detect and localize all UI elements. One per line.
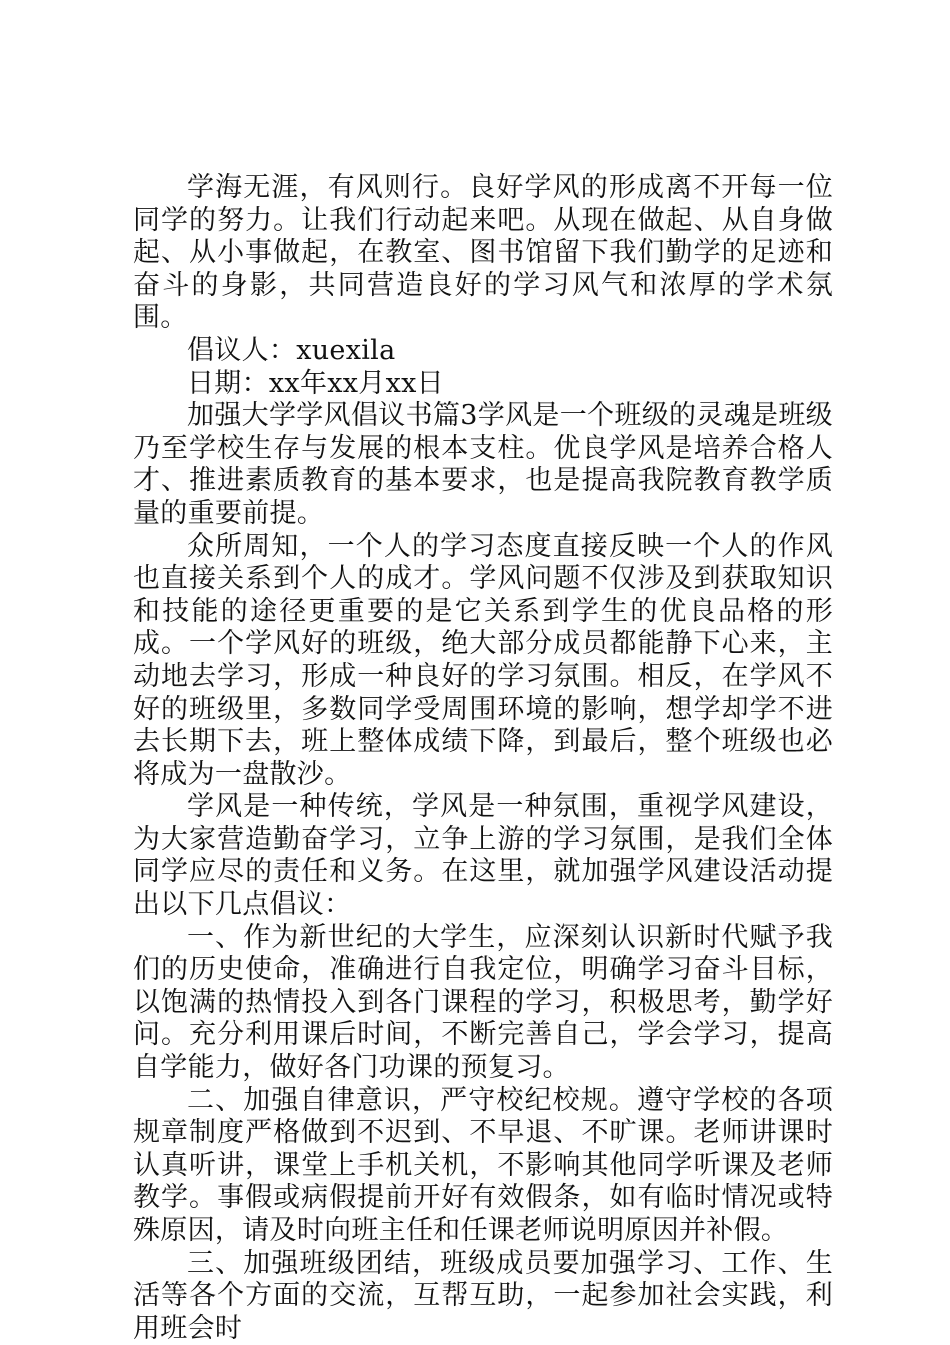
- paragraph-point-1: 一、作为新世纪的大学生，应深刻认识新时代赋予我们的历史使命，准确进行自我定位，明确学习奋斗目标，以饱满的热情投入到各门课程的学习，积极思考，勤学好问。充分利用课后时间，不断完善自己，学会学习，提高自学能力，做好各门功课的预复习。: [133, 921, 833, 1084]
- paragraph-date: 日期：xx年xx月xx日: [187, 367, 444, 399]
- paragraph-proposal-3-intro: 加强大学学风倡议书篇3学风是一个班级的灵魂是班级乃至学校生存与发展的根本支柱。优良学风是培养合格人才、推进素质教育的基本要求，也是提高我院教育教学质量的重要前提。: [133, 400, 833, 529]
- document-body: [133, 172, 833, 1345]
- paragraph-initiator: 倡议人：xuexila: [187, 334, 396, 366]
- paragraph-closing-appeal: 学海无涯，有风则行。良好学风的形成离不开每一位同学的努力。让我们行动起来吧。从现在做起、从自身做起、从小事做起，在教室、图书馆留下我们勤学的足迹和奋斗的身影，共同营造良好的学习风气和浓厚的学术氛围。: [133, 172, 833, 334]
- paragraph-tradition: 学风是一种传统，学风是一种氛围，重视学风建设，为大家营造勤奋学习，立争上游的学习氛围，是我们全体同学应尽的责任和义务。在这里，就加强学风建设活动提出以下几点倡议：: [133, 791, 833, 921]
- paragraph-point-3: 三、加强班级团结，班级成员要加强学习、工作、生活等各个方面的交流，互帮互助，一起参加社会实践，利用班会时: [133, 1247, 833, 1344]
- paragraph-point-2: 二、加强自律意识，严守校纪校规。遵守学校的各项规章制度严格做到不迟到、不早退、不旷课。老师讲课时认真听讲，课堂上手机关机，不影响其他同学听课及老师教学。事假或病假提前开好有效假条，如有临时情况或特殊原因，请及时向班主任和任课老师说明原因并补假。: [133, 1084, 833, 1246]
- paragraph-attitude: 众所周知，一个人的学习态度直接反映一个人的作风也直接关系到个人的成才。学风问题不仅涉及到获取知识和技能的途径更重要的是它关系到学生的优良品格的形成。一个学风好的班级，绝大部分成员都能静下心来，主动地去学习，形成一种良好的学习氛围。相反，在学风不好的班级里，多数同学受周围环境的影响，想学却学不进去长期下去，班上整体成绩下降，到最后，整个班级也必将成为一盘散沙。: [133, 530, 833, 790]
